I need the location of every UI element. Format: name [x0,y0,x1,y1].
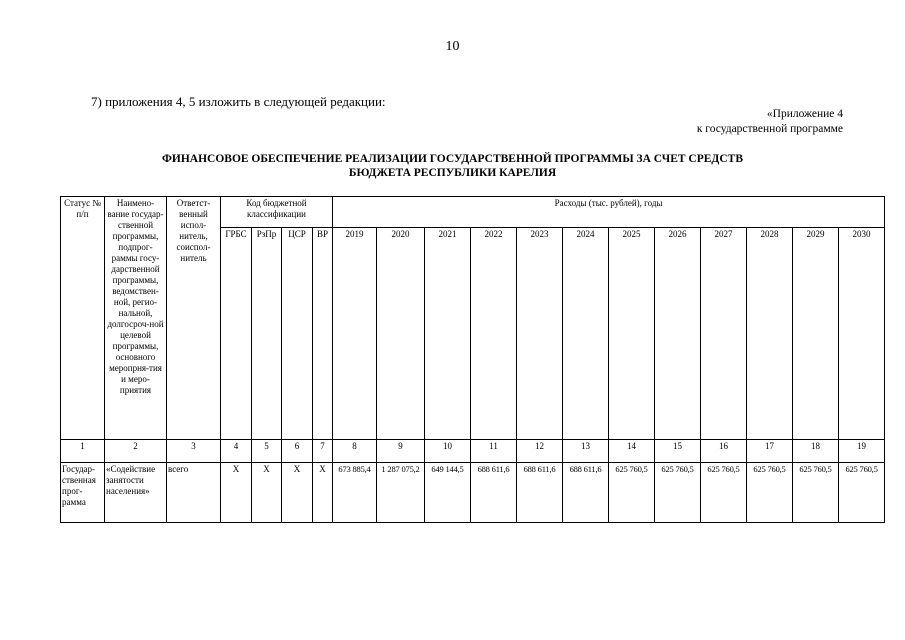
column-number: 18 [793,440,839,463]
header-year: 2030 [839,228,885,440]
appendix-line-1: «Приложение 4 [766,108,843,120]
header-year: 2019 [333,228,377,440]
header-year: 2029 [793,228,839,440]
expense-value: 625 760,5 [747,463,793,523]
column-number: 9 [377,440,425,463]
intro-text: 7) приложения 4, 5 изложить в следующей редакции: [91,94,386,109]
column-number: 15 [655,440,701,463]
column-number: 3 [167,440,221,463]
row-code-rzpr: X [252,463,282,523]
expense-value: 649 144,5 [425,463,471,523]
row-program-name: «Содействие занятости населения» [105,463,167,523]
row-code-grbs: X [221,463,252,523]
header-name: Наимено-вание государ-ственной программы, подпрог-раммы госу-дарственной программы, ведомствен-ной, регио-нальной, долгосроч-ной целевой программы, основного меропрня-тия и меро-приятия [105,197,167,440]
table-row [61,463,885,523]
appendix-reference [697,107,843,137]
column-number: 4 [221,440,252,463]
column-number: 7 [313,440,333,463]
column-number: 11 [471,440,517,463]
column-number-row [61,440,885,463]
header-vr: ВР [313,228,333,440]
header-status: Статус № п/п [61,197,105,440]
header-year: 2028 [747,228,793,440]
appendix-line-2: к государственной программе [696,123,843,135]
header-grbs: ГРБС [221,228,252,440]
expense-value: 625 760,5 [701,463,747,523]
column-number: 19 [839,440,885,463]
column-number: 17 [747,440,793,463]
header-year: 2021 [425,228,471,440]
page-number: 10 [445,39,460,54]
expense-value: 688 611,6 [563,463,609,523]
header-responsible: Ответст-венный испол-нитель, соиспол-нитель [167,197,221,440]
column-number: 1 [61,440,105,463]
column-number: 12 [517,440,563,463]
column-number: 16 [701,440,747,463]
expense-value: 1 287 075,2 [377,463,425,523]
expense-value: 625 760,5 [609,463,655,523]
row-status: Государ-ственная прог-рамма [61,463,105,523]
header-budget-code: Код бюджетной классификации [221,197,333,228]
expense-value: 688 611,6 [471,463,517,523]
table-header-row [61,197,885,228]
row-code-csr: X [282,463,313,523]
header-year: 2022 [471,228,517,440]
document-title [0,152,905,180]
column-number: 2 [105,440,167,463]
expense-value: 625 760,5 [655,463,701,523]
column-number: 14 [609,440,655,463]
column-number: 10 [425,440,471,463]
expense-value: 688 611,6 [517,463,563,523]
header-year: 2023 [517,228,563,440]
column-number: 5 [252,440,282,463]
header-rzpr: РзПр [252,228,282,440]
title-line-1: ФИНАНСОВОЕ ОБЕСПЕЧЕНИЕ РЕАЛИЗАЦИИ ГОСУДАРСТВЕННОЙ ПРОГРАММЫ ЗА СЧЕТ СРЕДСТВ [162,153,743,165]
expense-value: 625 760,5 [793,463,839,523]
expense-value: 625 760,5 [839,463,885,523]
expense-value: 673 885,4 [333,463,377,523]
header-year: 2027 [701,228,747,440]
header-expenses: Расходы (тыс. рублей), годы [333,197,885,228]
header-year: 2024 [563,228,609,440]
title-line-2: БЮДЖЕТА РЕСПУБЛИКИ КАРЕЛИЯ [348,167,557,179]
header-year: 2026 [655,228,701,440]
header-year: 2020 [377,228,425,440]
header-year: 2025 [609,228,655,440]
row-code-vr: X [313,463,333,523]
financing-table [60,196,885,523]
column-number: 13 [563,440,609,463]
column-number: 6 [282,440,313,463]
row-responsible: всего [167,463,221,523]
column-number: 8 [333,440,377,463]
header-csr: ЦСР [282,228,313,440]
